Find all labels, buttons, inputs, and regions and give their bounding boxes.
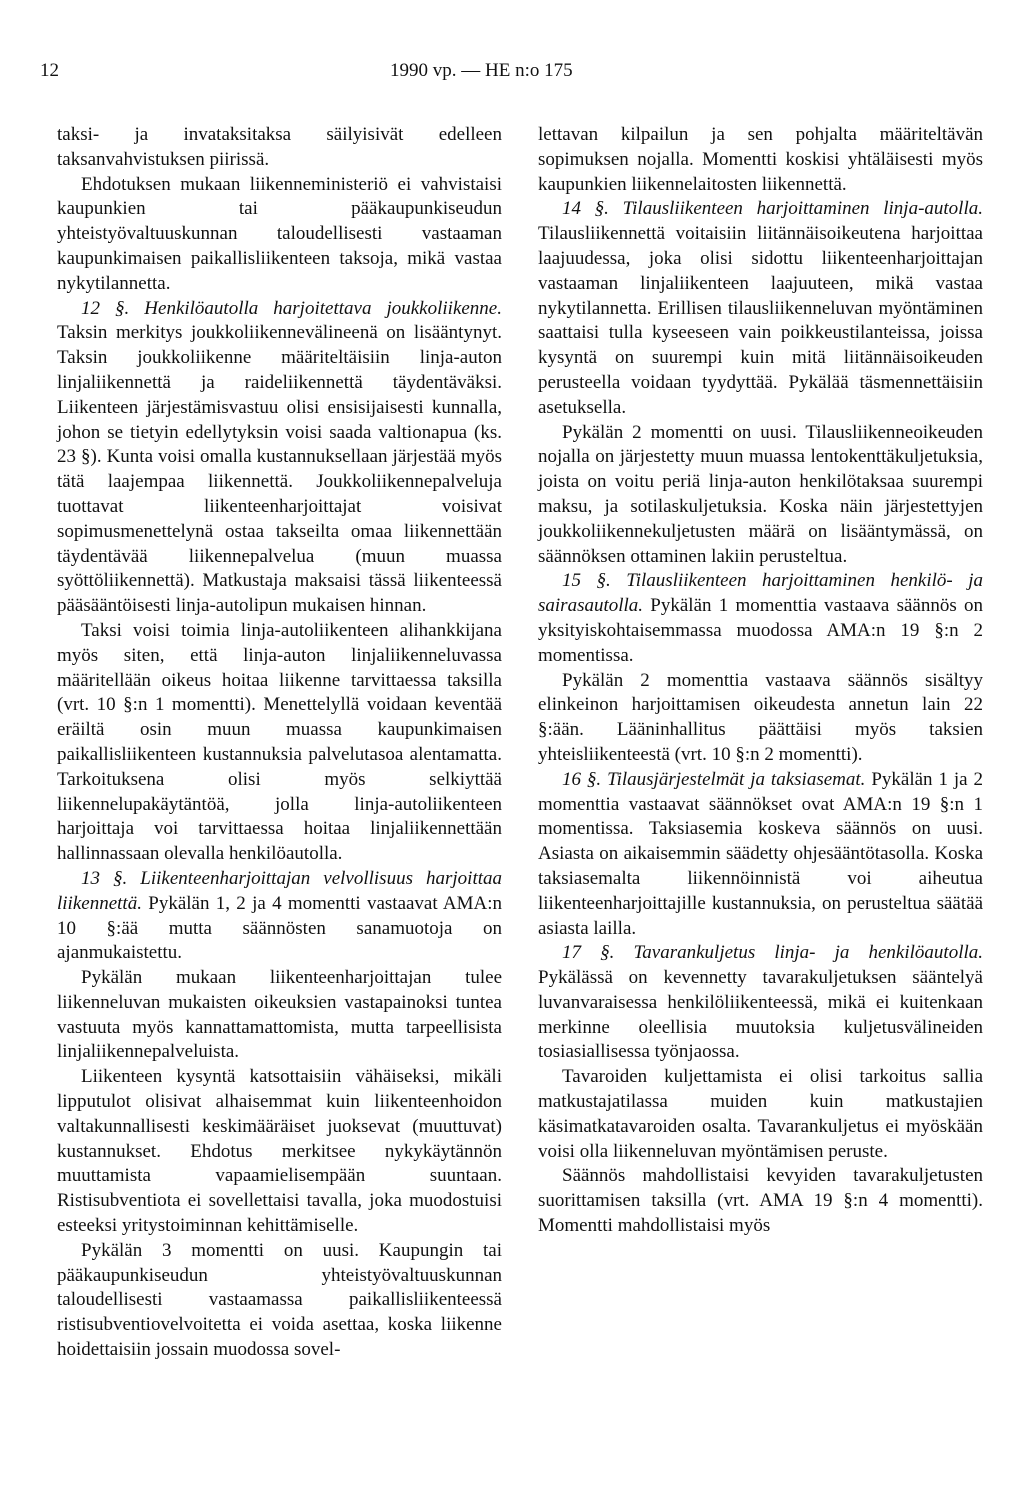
section-16 — [538, 768, 983, 942]
section-heading: 15 §. Tilausliikenteen harjoittaminen henkilö- ja sairasautolla. — [538, 570, 983, 617]
paragraph: Tavaroiden kuljettamista ei olisi tarkoitus sallia matkustajatilassa muiden kuin matkustajien käsimatkatavaroiden osalta. Tavarankuljetus ei myöskään voisi olla liikenneluvan myöntämisen peruste. — [538, 1066, 983, 1162]
paragraph: Liikenteen kysyntä katsottaisiin vähäiseksi, mikäli lipputulot olisivat alhaisemmat kuin liikenteenhoidon valtakunnallisesti keskimääräiset juoksevat (muuttuvat) kustannukset. Ehdotus merkitsee nykykäytännön muuttamista vapaamielisempään suuntaan. Ristisubventiota ei sovellettaisi tavalla, joka muodostuisi esteeksi yritystoiminnan kehittämiselle. — [57, 1066, 502, 1237]
section-17 — [538, 941, 983, 1065]
section-heading: 13 §. Liikenteenharjoittajan velvollisuus harjoittaa liikennettä. — [57, 867, 502, 914]
left-column — [57, 123, 502, 1363]
section-text: Tilausliikennettä voitaisiin liitännäisoikeutena harjoittaa laajuudessa, joka olisi sidottu liikenteenharjoittajan vastaaman linjaliikenteen laajuuteen, mikä vastaa nykytilannetta. Erillisen tilausliikenneluvan myöntäminen saattaisi tulla kyseeseen vain poikkeustilanteissa, joissa kysyntä on suurempi kuin mitä liitännäisoikeuden perusteella voidaan tyydyttää. Pykälää täsmennettäisiin asetuksella. — [538, 223, 983, 418]
paragraph: Pykälän 3 momentti on uusi. Kaupungin tai pääkaupunkiseudun yhteistyövaltuuskunnan taloudellisesti vastaamassa paikallisliikenteessä ristisubventiovelvoitetta ei voida asettaa, koska liikenne hoidettaisiin jossain muodossa sovel- — [57, 1239, 502, 1361]
paragraph: Pykälän mukaan liikenteenharjoittajan tulee liikenneluvan mukaisten oikeuksien vastapainoksi tuntea vastuuta myös kannattamattomista, mutta tarpeellisista linjaliikennepalveluista. — [57, 967, 502, 1063]
paragraph: Pykälän 2 momentti on uusi. Tilausliikenneoikeuden nojalla on järjestetty muun muassa lentokenttäkuljetuksia, joista on voitu periä linja-auton henkilötaksaa suurempi maksu, ja sotilaskuljetuksia. Koska näin järjestettyjen joukkoliikennekuljetusten määrä on lisääntymässä, on säännöksen ottaminen lakiin perusteltua. — [538, 421, 983, 567]
section-text: Pykälän 1 momenttia vastaava säännös on yksityiskohtaisemmassa muodossa AMA:n 19 §:n 2 momentissa. — [538, 595, 983, 666]
section-14 — [538, 197, 983, 420]
page-number: 12 — [40, 60, 59, 81]
paragraph: Pykälän 2 momenttia vastaava säännös sisältyy elinkeinon harjoittamisen oikeudesta annetun lain 22 §:ään. Lääninhallitus päättäisi myös taksien yhteisliikenteestä (vrt. 10 §:n 2 momentti). — [538, 669, 983, 765]
section-heading: 16 §. Tilausjärjestelmät ja taksiasemat. — [562, 768, 866, 790]
paragraph: Ehdotuksen mukaan liikenneministeriö ei vahvistaisi kaupunkien tai pääkaupunkiseudun yhteistyövaltuuskunnan taloudellisesti vastaaman kaupunkimaisen paikallisliikenteen taksoja, mikä vastaa nykytilannetta. — [57, 173, 502, 294]
right-column — [538, 123, 983, 1239]
section-13 — [57, 867, 502, 966]
section-heading: 14 §. Tilausliikenteen harjoittaminen linja-autolla. — [562, 198, 983, 220]
paragraph: lettavan kilpailun ja sen pohjalta määriteltävän sopimuksen nojalla. Momentti koskisi yhtäläisesti myös kaupunkien liikennelaitosten liikennettä. — [538, 124, 983, 195]
section-15 — [538, 569, 983, 668]
paragraph: taksi- ja invataksitaksa säilyisivät edelleen taksanvahvistuksen piirissä. — [57, 124, 502, 170]
section-text: Pykälän 1 ja 2 momenttia vastaavat säännökset ovat AMA:n 19 §:n 1 momentissa. Taksiasemia koskeva säännös on uusi. Asiasta on aikaisemmin säädetty ohjesääntötasolla. Koska taksiasemalta liikennöinnistä voi aiheutua liikenteenharjoittajille kustannuksia, on perusteltua säätää asiasta lailla. — [538, 768, 983, 939]
page-header — [40, 60, 980, 90]
paragraph: Säännös mahdollistaisi kevyiden tavarakuljetusten suorittamisen taksilla (vrt. AMA 19 §:n 4 momentti). Momentti mahdollistaisi myös — [538, 1165, 983, 1237]
section-12 — [57, 297, 502, 619]
section-text: Pykälän 1, 2 ja 4 momentti vastaavat AMA:n 10 §:ää mutta säännösten sanamuotoja on ajanmukaistettu. — [57, 892, 502, 964]
section-text: Pykälässä on kevennetty tavarakuljetuksen sääntelyä luvanvaraisessa henkilöliikenteessä, mikä ei kuitenkaan merkinne oleellisia muutoksia kuljetusvälineiden tosiasiallisessa työnjaossa. — [538, 967, 983, 1063]
section-text: Taksin merkitys joukkoliikennevälineenä on lisääntynyt. Taksin joukkoliikenne määriteltäisiin linja-auton linjaliikennettä ja raideliikennettä täydentäväksi. Liikenteen järjestämisvastuu olisi ensisijaisesti kunnalla, johon se tietyin edellytyksin voisi saada valtionapua (ks. 23 §). Kunta voisi omalla kustannuksellaan järjestää myös tätä laajempaa liikennettä. Joukkoliikennepalveluja tuottavat liikenteenharjoittajat voisivat sopimusmenettelynä ostaa takseilta omaa liikennettään täydentävää liikennepalvelua (muun muassa syöttöliikennettä). Matkustaja maksaisi tässä liikenteessä pääsääntöisesti linja-autolipun mukaisen hinnan. — [57, 322, 502, 617]
section-heading: 12 §. Henkilöautolla harjoitettava joukkoliikenne. — [81, 297, 502, 319]
section-heading: 17 §. Tavarankuljetus linja- ja henkilöautolla. — [562, 942, 983, 964]
running-title: 1990 vp. — HE n:o 175 — [390, 60, 573, 81]
paragraph: Taksi voisi toimia linja-autoliikenteen alihankkijana myös siten, että linja-auton linjaliikenneluvassa määritellään oikeus hoitaa liikenne tarvittaessa taksilla (vrt. 10 §:n 1 momentti). Menettelyllä voidaan keventää eräiltä osin muun muassa kaupunkimaisen paikallisliikenteen kustannuksia palvelutasoa alentamatta. Tarkoituksena olisi myös selkiyttää liikennelupakäytäntöä, jolla linja-autoliikenteen harjoittaja voi tarvittaessa hoitaa linjaliikennettään hallinnassaan olevalla henkilöautolla. — [57, 619, 502, 865]
